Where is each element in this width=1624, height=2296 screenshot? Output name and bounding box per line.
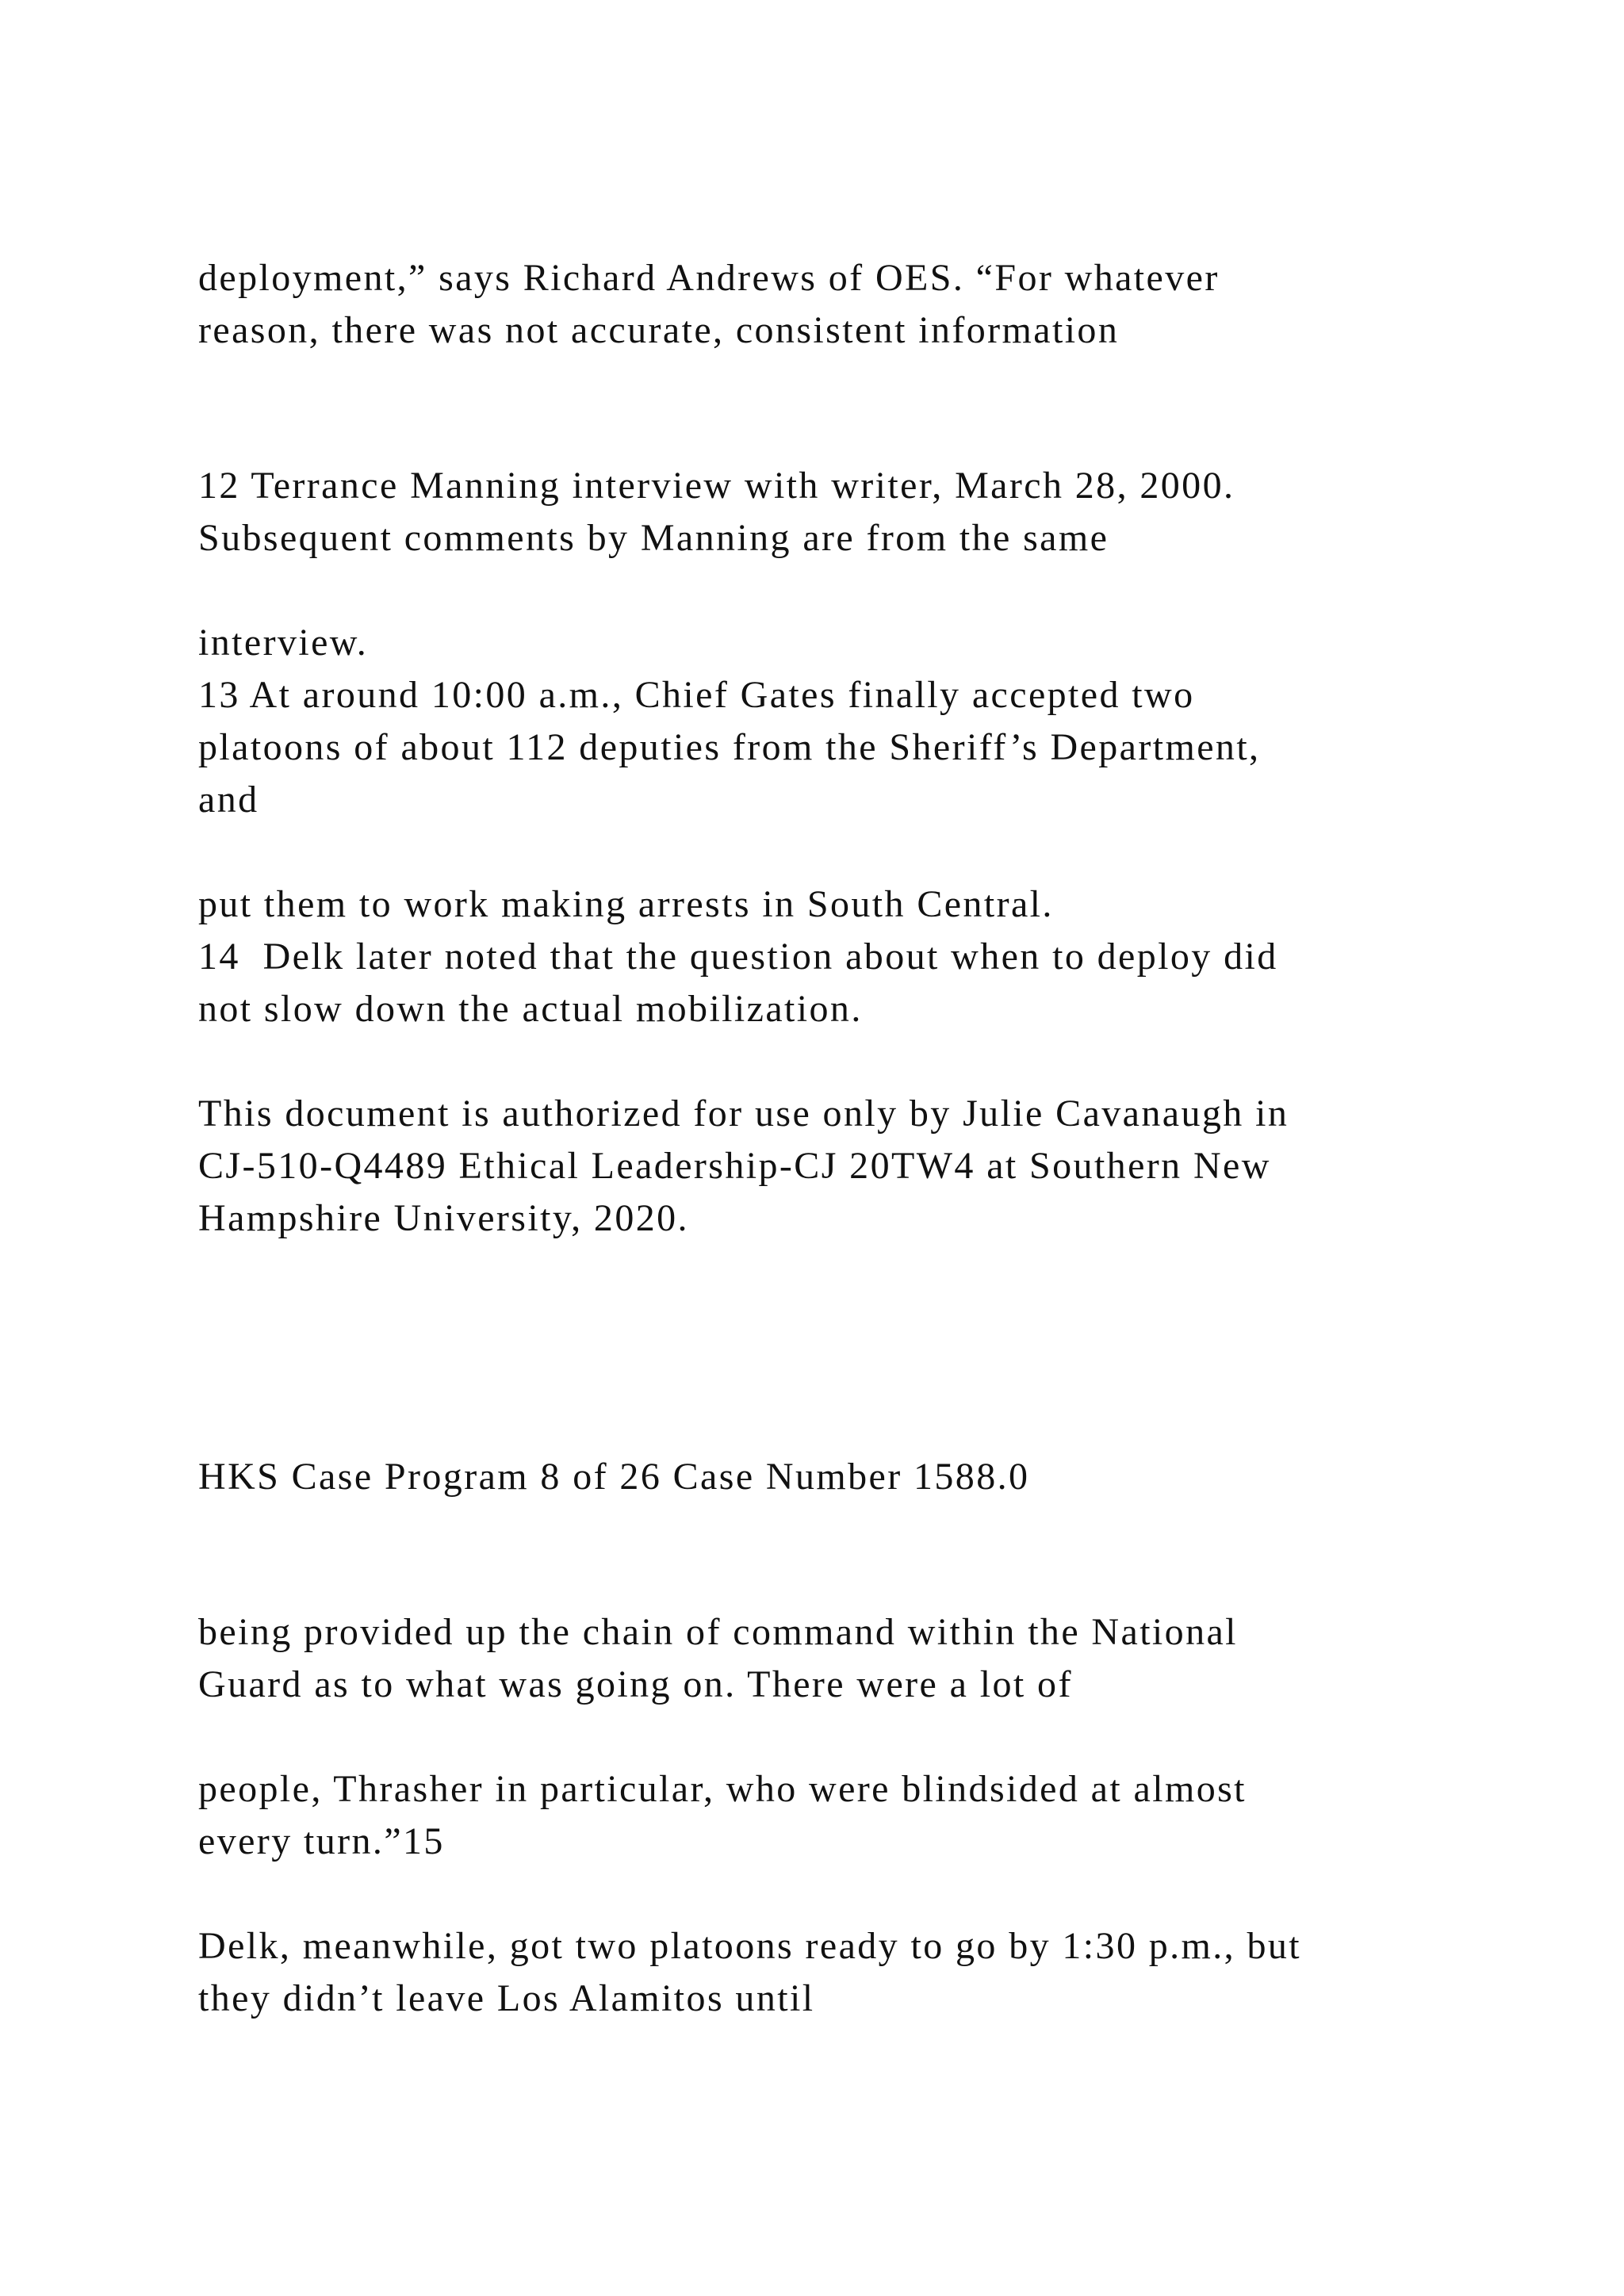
authorization-notice-line: This document is authorized for use only by Julie Cavanaugh in [198,1093,1289,1135]
text-line: every turn.”15 [198,1820,445,1862]
footnote-12-line: interview. [198,622,369,664]
footnote-13-line: and [198,779,259,821]
text-line: Delk, meanwhile, got two platoons ready to go by 1:30 p.m., but [198,1925,1302,1967]
footnote-12-line: 12 Terrance Manning interview with writer, March 28, 2000. [198,465,1235,507]
footnote-13-line: put them to work making arrests in South Central. [198,883,1054,925]
footnote-13-line: 13 At around 10:00 a.m., Chief Gates finally accepted two [198,674,1195,716]
footnote-14-line: not slow down the actual mobilization. [198,988,863,1030]
page-header: HKS Case Program 8 of 26 Case Number 1588.0 [198,1456,1030,1498]
text-line: people, Thrasher in particular, who were blindsided at almost [198,1768,1247,1810]
text-line: reason, there was not accurate, consistent information [198,309,1120,351]
text-line: deployment,” says Richard Andrews of OES. “For whatever [198,257,1220,299]
footnote-13-line: platoons of about 112 deputies from the Sheriff’s Department, [198,726,1261,768]
footnote-14-line: 14 Delk later noted that the question about when to deploy did [198,936,1278,978]
authorization-notice-line: Hampshire University, 2020. [198,1197,689,1239]
text-line: Guard as to what was going on. There were a lot of [198,1663,1073,1705]
footnote-12-line: Subsequent comments by Manning are from the same [198,517,1109,559]
text-line: they didn’t leave Los Alamitos until [198,1977,815,2019]
text-line: being provided up the chain of command within the National [198,1611,1238,1653]
authorization-notice-line: CJ-510-Q4489 Ethical Leadership-CJ 20TW4 at Southern New [198,1145,1271,1187]
